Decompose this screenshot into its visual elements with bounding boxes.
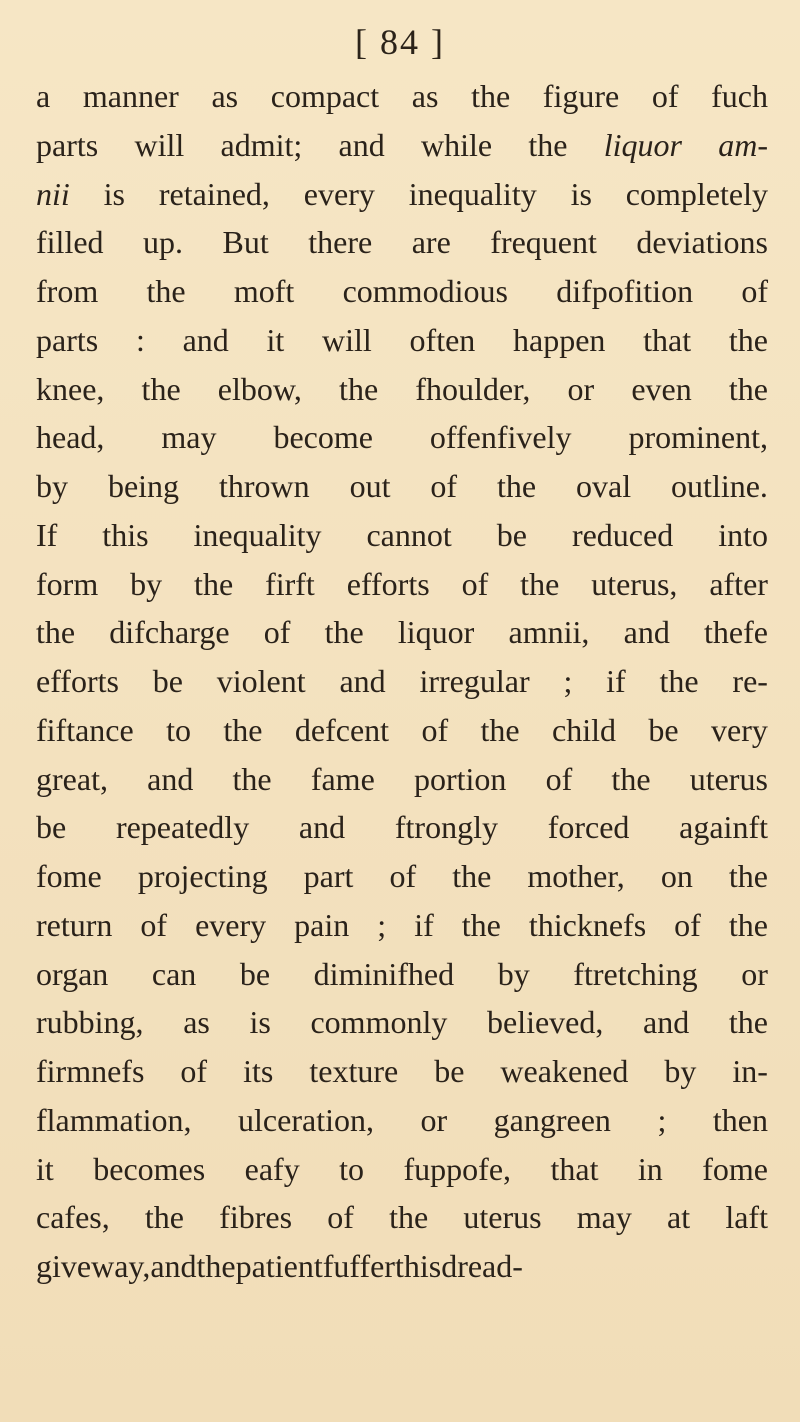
word: after (709, 565, 768, 602)
word: fibres (219, 1199, 293, 1236)
word: way, (91, 1248, 151, 1284)
word: uterus (463, 1199, 542, 1236)
word: into (718, 516, 768, 553)
word: manner (82, 78, 179, 114)
text-line (36, 170, 768, 219)
word: by (36, 468, 68, 504)
text-line (36, 462, 768, 511)
word: firmnefs (36, 1053, 145, 1089)
word: by (664, 1053, 697, 1089)
word: be (496, 516, 527, 553)
word: by (130, 565, 163, 602)
text-line (36, 365, 768, 414)
word: child (552, 711, 617, 748)
word: the (496, 468, 537, 504)
word: : (135, 321, 145, 358)
word: if (606, 663, 626, 699)
word: and (643, 1004, 690, 1041)
word: ftrongly (394, 809, 498, 846)
word: rubbing, (36, 1004, 144, 1041)
word: the (528, 126, 568, 163)
word: may (576, 1199, 632, 1236)
word: of (741, 273, 768, 309)
word: is (249, 1004, 271, 1041)
word: then (712, 1101, 768, 1138)
text-line (36, 657, 768, 706)
word: efforts (346, 565, 430, 602)
word: organ (36, 955, 109, 992)
word: diminifhed (313, 955, 455, 992)
word: fhoulder, (415, 370, 531, 407)
word: inequality (408, 175, 537, 212)
word: in (637, 1150, 663, 1187)
word: believed, (486, 1004, 604, 1041)
word: its (243, 1053, 274, 1089)
word: uterus, (591, 565, 678, 602)
word: out (349, 468, 391, 504)
word: and (298, 809, 346, 846)
word: irregular (419, 663, 530, 699)
word: there (308, 224, 373, 261)
word: portion (413, 760, 507, 797)
word: outline. (671, 468, 768, 504)
word: the (461, 906, 501, 943)
word: the (232, 760, 272, 797)
word: weakened (500, 1053, 629, 1089)
word: fome (702, 1150, 768, 1187)
word: to (166, 711, 191, 748)
word: of (651, 78, 679, 114)
word: amnii, (508, 614, 590, 651)
word: and (150, 1248, 197, 1284)
word: gangreen (493, 1101, 611, 1138)
word: become (273, 419, 373, 456)
word: of (430, 468, 458, 504)
word: the (144, 1199, 184, 1236)
text-line (36, 803, 768, 852)
word: if (414, 906, 434, 943)
word: prominent, (628, 419, 768, 456)
word: oval (576, 468, 632, 504)
word: ; (657, 1101, 667, 1138)
word: knee, (36, 370, 105, 407)
word: the (452, 858, 492, 894)
word: reduced (571, 516, 674, 553)
word: fome (36, 858, 102, 894)
word: liquor (603, 126, 682, 163)
word: the (339, 370, 379, 407)
word: in- (732, 1053, 768, 1089)
word: happen (513, 321, 606, 358)
word: as (211, 78, 239, 114)
word: compact (270, 78, 380, 114)
word: at (667, 1199, 691, 1236)
word: will (322, 321, 372, 358)
word: the (728, 1004, 768, 1041)
word: form (36, 565, 99, 602)
word: If (36, 516, 58, 553)
word: uterus (689, 760, 768, 797)
word: it (266, 321, 285, 358)
text-line (36, 72, 768, 121)
word: of (674, 906, 701, 943)
text-line (36, 998, 768, 1047)
word: and (338, 126, 385, 163)
word: deviations (636, 224, 768, 261)
word: commonly (310, 1004, 448, 1041)
word: the (659, 663, 699, 699)
word: thrown (218, 468, 310, 504)
word: this (102, 516, 149, 553)
word: the (324, 614, 364, 651)
word: as (411, 78, 439, 114)
word: offenfively (429, 419, 572, 456)
word: fuppofe, (403, 1150, 512, 1187)
word: can (151, 955, 197, 992)
word: every (303, 175, 375, 212)
word: by (497, 955, 530, 992)
word: pain (294, 906, 350, 943)
word: be (239, 955, 271, 992)
text-line (36, 1242, 768, 1291)
word: ; (563, 663, 573, 699)
word: a (36, 78, 51, 114)
word: head, (36, 419, 105, 456)
word: patient (235, 1248, 323, 1284)
word: parts (36, 321, 99, 358)
text-line (36, 901, 768, 950)
word: the (194, 565, 234, 602)
word: moft (233, 273, 295, 309)
text-line (36, 950, 768, 999)
word: repeatedly (115, 809, 250, 846)
word: while (421, 126, 493, 163)
word: fuch (711, 78, 768, 114)
word: of (263, 614, 291, 651)
word: flammation, (36, 1101, 192, 1138)
word: of (389, 858, 417, 894)
word: up. (143, 224, 184, 261)
word: of (545, 760, 573, 797)
word: nii (36, 175, 70, 212)
word: forced (547, 809, 630, 846)
word: parts (36, 126, 99, 163)
word: return (36, 906, 113, 943)
word: of (140, 906, 168, 943)
word: will (134, 126, 185, 163)
word: retained, (158, 175, 270, 212)
word: of (421, 711, 449, 748)
word: the (728, 370, 768, 407)
word: and (182, 321, 229, 358)
word: the (480, 711, 520, 748)
word: defcent (294, 711, 390, 748)
text-line (36, 852, 768, 901)
word: may (161, 419, 217, 456)
word: that (550, 1150, 599, 1187)
word: the (223, 711, 263, 748)
word: and (623, 614, 670, 651)
word: the (36, 614, 76, 651)
word: of (180, 1053, 208, 1089)
word: cafes, (36, 1199, 110, 1236)
word: be (152, 663, 183, 699)
word: every (195, 906, 267, 943)
body-text (36, 72, 768, 1291)
word: completely (625, 175, 768, 212)
text-line (36, 316, 768, 365)
word: ; (377, 906, 387, 943)
word: ftretching (573, 955, 698, 992)
text-line (36, 1096, 768, 1145)
word: commodious (342, 273, 508, 309)
page-number: [ 84 ] (355, 22, 445, 62)
word: the (389, 1199, 429, 1236)
word: be (434, 1053, 465, 1089)
word: the (728, 906, 768, 943)
word: projecting (137, 858, 268, 894)
word: fame (310, 760, 375, 797)
word: figure (542, 78, 620, 114)
word: difcharge (109, 614, 230, 651)
word: from (36, 273, 99, 309)
word: are (411, 224, 451, 261)
text-line (36, 1145, 768, 1194)
text-line (36, 121, 768, 170)
word: firft (265, 565, 315, 602)
word: fiftance (36, 711, 134, 748)
word: the (196, 1248, 236, 1284)
word: re- (732, 663, 768, 699)
word: great, (36, 760, 108, 797)
word: as (183, 1004, 210, 1041)
word: or (567, 370, 595, 407)
word: eafy (244, 1150, 300, 1187)
text-line (36, 706, 768, 755)
word: inequality (193, 516, 322, 553)
word: fuffer (322, 1248, 395, 1284)
word: admit; (220, 126, 303, 163)
word: cannot (366, 516, 452, 553)
word: being (107, 468, 180, 504)
word: it (36, 1150, 54, 1187)
word: part (303, 858, 354, 894)
word: dread- (441, 1248, 523, 1284)
word: the (146, 273, 186, 309)
word: But (222, 224, 269, 261)
word: texture (309, 1053, 399, 1089)
word: the (141, 370, 181, 407)
word: often (409, 321, 476, 358)
text-line (36, 1193, 768, 1242)
word: the (471, 78, 511, 114)
word: violent (216, 663, 306, 699)
text-line (36, 755, 768, 804)
word: elbow, (217, 370, 302, 407)
word: frequent (490, 224, 597, 261)
word: or (420, 1101, 448, 1138)
word: be (648, 711, 679, 748)
text-line (36, 511, 768, 560)
word: is (103, 175, 125, 212)
word: the (728, 321, 768, 358)
word: to (339, 1150, 365, 1187)
word: of (461, 565, 489, 602)
word: the (520, 565, 560, 602)
word: laft (725, 1199, 768, 1236)
word: ulceration, (238, 1101, 374, 1138)
word: liquor (397, 614, 475, 651)
text-line (36, 608, 768, 657)
word: mother, (527, 858, 625, 894)
word: very (711, 711, 768, 748)
word: am- (718, 126, 768, 163)
word: the (611, 760, 651, 797)
text-line (36, 218, 768, 267)
word: give (36, 1248, 92, 1284)
word: this (394, 1248, 442, 1284)
word: becomes (93, 1150, 206, 1187)
text-line (36, 413, 768, 462)
word: or (741, 955, 768, 992)
text-line (36, 267, 768, 316)
word: be (36, 809, 67, 846)
word: difpofition (556, 273, 694, 309)
word: and (339, 663, 386, 699)
word: thicknefs (528, 906, 647, 943)
word: thefe (704, 614, 768, 651)
word: againft (679, 809, 768, 846)
word: of (327, 1199, 354, 1236)
word: efforts (36, 663, 119, 699)
word: on (660, 858, 693, 894)
word: even (631, 370, 692, 407)
word: the (728, 858, 768, 894)
text-line (36, 1047, 768, 1096)
word: is (570, 175, 592, 212)
word: and (147, 760, 194, 797)
text-line (36, 560, 768, 609)
word: filled (36, 224, 104, 261)
word: that (643, 321, 692, 358)
